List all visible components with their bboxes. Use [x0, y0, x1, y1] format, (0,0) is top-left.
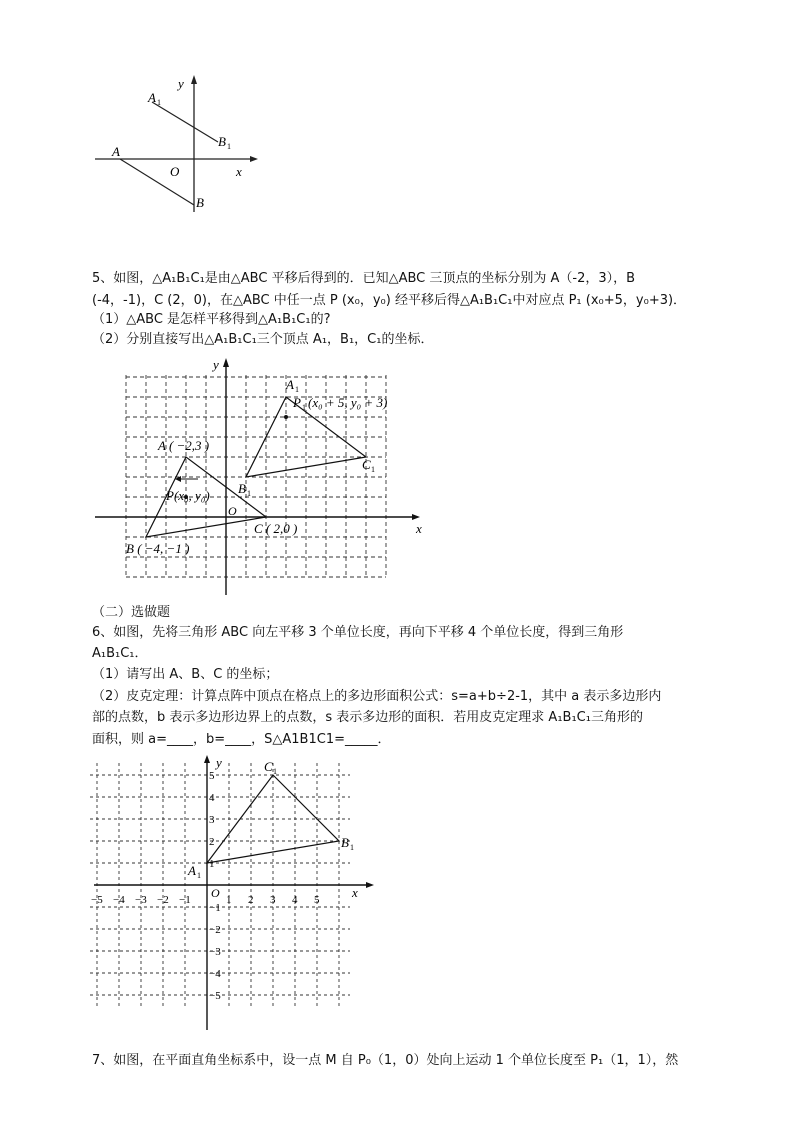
label-B: B ( −4, −1 ) — [126, 541, 190, 556]
y-tick: 2 — [209, 836, 215, 848]
x-tick: 4 — [292, 894, 298, 906]
y-tick: 4 — [209, 792, 215, 804]
label-P1: P — [293, 395, 301, 410]
label-x: x — [416, 521, 422, 536]
q5-line-1: 5、如图，△A₁B₁C₁是由△ABC 平移后得到的．已知△ABC 三顶点的坐标分别为 A（-2，3），B — [92, 271, 636, 286]
x-tick: −5 — [91, 894, 103, 906]
x-tick: 1 — [226, 894, 232, 906]
figure-3-grid — [90, 755, 380, 1035]
y-axis-arrow — [223, 358, 229, 367]
label-O: O — [228, 504, 237, 518]
label-A: A — [112, 144, 120, 159]
x-axis-arrow — [250, 156, 258, 162]
section-label: （二）选做题 — [92, 605, 171, 620]
label-B1: B — [218, 134, 226, 149]
figure-1-diagram — [90, 72, 270, 222]
label-C: C ( 2,0 ) — [254, 521, 298, 536]
label-B: B — [196, 195, 204, 210]
label-A: A ( −2,3 ) — [158, 438, 210, 453]
figure-2-grid — [90, 355, 440, 600]
x-axis-arrow — [412, 514, 420, 520]
q5-sub-1: （1）△ABC 是怎样平移得到△A₁B₁C₁的? — [92, 312, 331, 327]
label-A1: A — [148, 90, 156, 105]
x-tick: 5 — [314, 894, 320, 906]
label-A1-sub: 1 — [197, 871, 201, 880]
label-x: x — [236, 164, 242, 179]
y-tick: −1 — [209, 902, 221, 914]
q6-line-2: A₁B₁C₁． — [92, 646, 148, 661]
x-tick-labels — [91, 894, 320, 906]
label-x: x — [352, 885, 358, 900]
label-A1: A — [286, 377, 294, 392]
y-axis-arrow — [204, 755, 210, 763]
label-A1-sub: 1 — [157, 98, 161, 107]
label-O: O — [211, 886, 220, 900]
x-tick: 2 — [248, 894, 254, 906]
label-C1: C — [362, 457, 371, 472]
label-B1: B — [341, 835, 349, 850]
label-P1-coord: (x₀ + 5, y₀ + 3) — [308, 395, 388, 410]
q6-sub-2b: 部的点数，b 表示多边形边界上的点数，s 表示多边形的面积．若用皮克定理求 A₁B₁C₁三角形的 — [92, 710, 643, 725]
label-y: y — [216, 755, 222, 770]
y-tick: 5 — [209, 770, 215, 782]
label-A1: A — [188, 863, 196, 878]
q7-line-1: 7、如图，在平面直角坐标系中，设一点 M 自 P₀（1，0）处向上运动 1 个单位长度至 P₁（1，1），然 — [92, 1053, 679, 1068]
q5-sub-2: （2）分别直接写出△A₁B₁C₁三个顶点 A₁，B₁，C₁的坐标． — [92, 332, 434, 347]
q6-sub-2c: 面积，则 a=____，b=____，S△A1B1C1=_____． — [92, 732, 391, 747]
label-C1: C — [264, 759, 273, 774]
label-P: P(x₀, y₀) — [166, 488, 210, 503]
y-tick: 1 — [209, 858, 215, 870]
point-P1 — [284, 415, 288, 419]
label-B1: B — [238, 481, 246, 496]
label-O: O — [170, 164, 180, 179]
y-tick: −4 — [209, 968, 221, 980]
q6-line-1: 6、如图，先将三角形 ABC 向左平移 3 个单位长度，再向下平移 4 个单位长度，得到三角形 — [92, 625, 624, 640]
label-P1-sub: 1 — [302, 403, 306, 412]
y-tick: −5 — [209, 990, 221, 1002]
y-axis-arrow — [191, 75, 197, 84]
label-B1-sub: 1 — [227, 142, 231, 151]
label-B1-sub: 1 — [247, 489, 251, 498]
x-axis-arrow — [366, 882, 374, 888]
segment-A1B1 — [152, 102, 218, 142]
x-tick: −4 — [113, 894, 125, 906]
y-tick: 3 — [209, 814, 215, 826]
label-A1-sub: 1 — [295, 385, 299, 394]
label-C1-sub: 1 — [371, 465, 375, 474]
label-y: y — [178, 76, 184, 91]
label-C1-sub: 1 — [273, 767, 277, 776]
label-B1-sub: 1 — [350, 843, 354, 852]
y-tick: −3 — [209, 946, 221, 958]
q6-sub-1: （1）请写出 A、B、C 的坐标； — [92, 667, 279, 682]
x-tick: −1 — [179, 894, 191, 906]
x-tick: −2 — [157, 894, 169, 906]
q6-sub-2a: （2）皮克定理：计算点阵中顶点在格点上的多边形面积公式：s=a+b÷2-1，其中 a 表示多边形内 — [92, 689, 662, 704]
y-tick: −2 — [209, 924, 221, 936]
segment-AB — [120, 159, 194, 205]
x-tick: −3 — [135, 894, 147, 906]
q5-line-2: (-4，-1)，C (2，0)，在△ABC 中任一点 P (x₀，y₀) 经平移后得△A₁B₁C₁中对应点 P₁ (x₀+5，y₀+3)． — [92, 293, 687, 308]
label-y: y — [213, 357, 219, 372]
x-tick: 3 — [270, 894, 276, 906]
